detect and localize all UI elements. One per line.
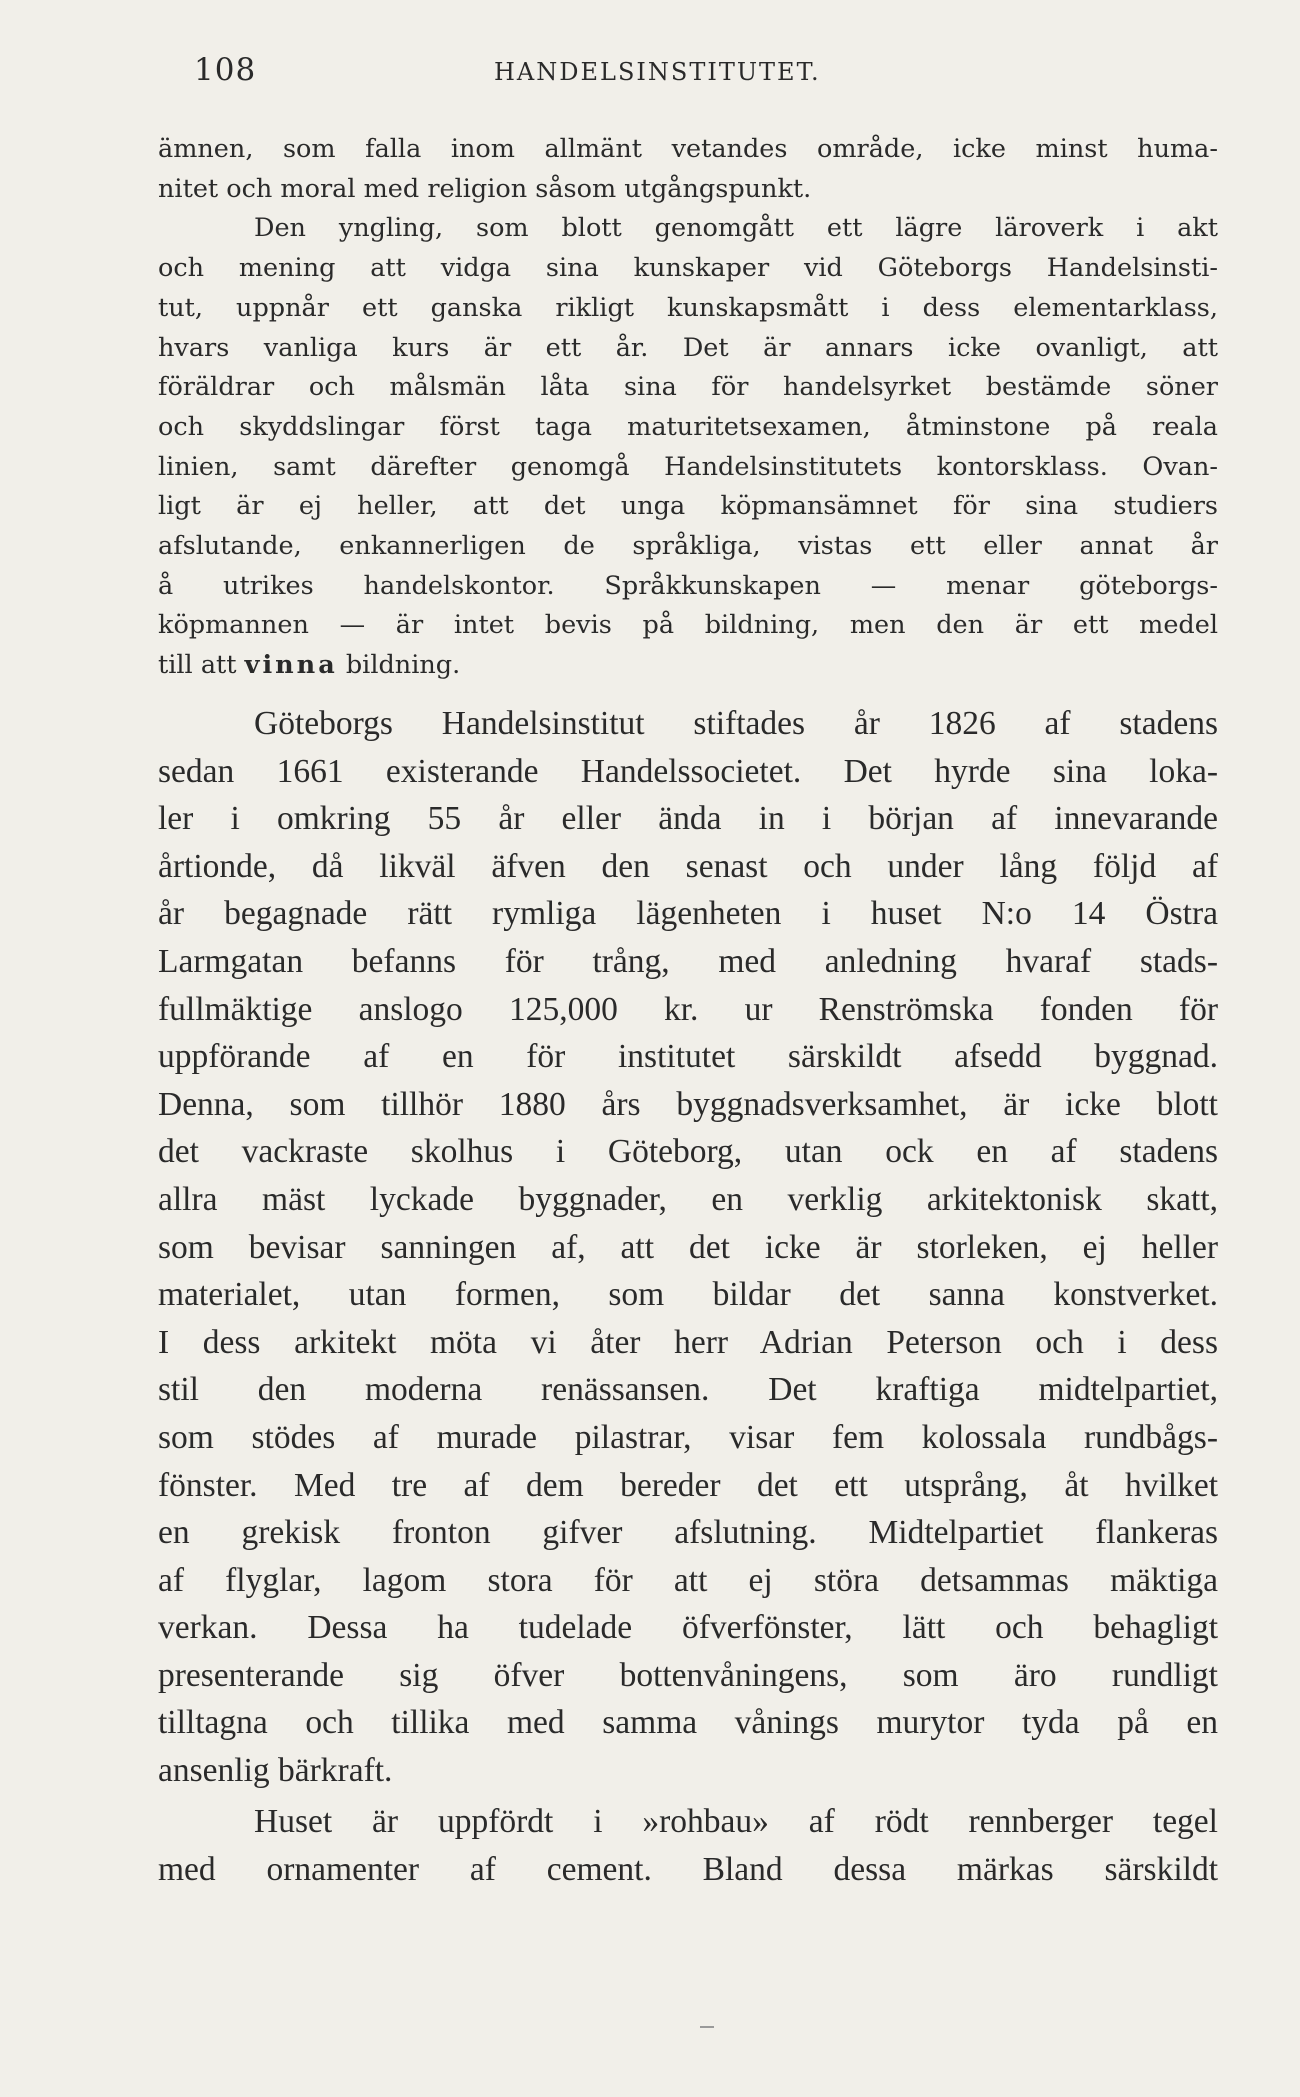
text-line: ligt är ej heller, att det unga köpmansämnet för sina studiers <box>158 491 1218 522</box>
text-line: en grekisk fronton gifver afslutning. Midtelpartiet flankeras <box>158 1514 1218 1552</box>
text-line: allra mäst lyckade byggnader, en verklig arkitektonisk skatt, <box>158 1180 1218 1218</box>
text-fragment: till att <box>158 650 245 681</box>
text-line: stil den moderna renässansen. Det kraftiga midtelpartiet, <box>158 1371 1218 1409</box>
text-line: årtionde, då likväl äfven den senast och under lång följd af <box>158 847 1218 885</box>
text-line: Huset är uppfördt i »rohbau» af rödt rennberger tegel <box>254 1803 1218 1840</box>
text-line: hvars vanliga kurs är ett år. Det är annars icke ovanligt, att <box>158 332 1218 363</box>
text-line: afslutande, enkannerligen de språkliga, vistas ett eller annat år <box>158 531 1218 562</box>
text-line: ler i omkring 55 år eller ända in i början af innevarande <box>158 800 1218 838</box>
print-mark <box>700 2026 714 2028</box>
text-line: materialet, utan formen, som bildar det sanna konstverket. <box>158 1276 1218 1314</box>
text-line: år begagnade rätt rymliga lägenheten i huset N:o 14 Östra <box>158 895 1218 933</box>
text-line: och mening att vidga sina kunskaper vid Göteborgs Handelsinsti- <box>158 253 1218 284</box>
text-line: verkan. Dessa ha tudelade öfverfönster, lätt och behagligt <box>158 1609 1218 1647</box>
page-number: 108 <box>194 52 257 88</box>
text-line: som stödes af murade pilastrar, visar fem kolossala rundbågs- <box>158 1418 1218 1456</box>
text-line: köpmannen — är intet bevis på bildning, men den är ett medel <box>158 610 1218 641</box>
text-line: Göteborgs Handelsinstitut stiftades år 1826 af stadens <box>254 705 1218 742</box>
paragraph-main <box>158 700 1218 1795</box>
text-line: Larmgatan befanns för trång, med anledning hvaraf stads- <box>158 942 1218 980</box>
text-line: fullmäktige anslogo 125,000 kr. ur Renströmska fonden för <box>158 990 1218 1028</box>
text-line: tilltagna och tillika med samma vånings murytor tyda på en <box>158 1704 1218 1742</box>
text-line: fönster. Med tre af dem bereder det ett utsprång, åt hvilket <box>158 1466 1218 1504</box>
text-line: ansenlig bärkraft. <box>158 1752 393 1790</box>
text-line: I dess arkitekt möta vi åter herr Adrian Peterson och i dess <box>158 1323 1218 1361</box>
running-title: HANDELSINSTITUTET. <box>494 58 821 86</box>
text-line: å utrikes handelskontor. Språkkunskapen — menar göteborgs- <box>158 570 1218 601</box>
paragraph-closing <box>158 1798 1218 1893</box>
text-line: som bevisar sanningen af, att det icke är storleken, ej heller <box>158 1228 1218 1266</box>
text-line: med ornamenter af cement. Bland dessa märkas särskildt <box>158 1850 1218 1888</box>
text-line: Den yngling, som blott genomgått ett lägre läroverk i akt <box>254 213 1218 244</box>
text-line: och skyddslingar först taga maturitetsexamen, åtminstone på reala <box>158 411 1218 442</box>
text-line: linien, samt därefter genomgå Handelsinstitutets kontorsklass. Ovan- <box>158 451 1218 482</box>
text-line: ämnen, som falla inom allmänt vetandes område, icke minst huma- <box>158 134 1218 164</box>
text-fragment: bildning. <box>337 650 461 681</box>
text-line: sedan 1661 existerande Handelssocietet. Det hyrde sina loka- <box>158 752 1218 790</box>
paragraph-small-print <box>158 130 1218 686</box>
text-line: föräldrar och målsmän låta sina för handelsyrket bestämde söner <box>158 372 1218 403</box>
text-line: af flyglar, lagom stora för att ej störa detsammas mäktiga <box>158 1561 1218 1599</box>
emphasized-word: vinna <box>244 650 338 681</box>
text-line: det vackraste skolhus i Göteborg, utan ock en af stadens <box>158 1133 1218 1171</box>
text-line: Denna, som tillhör 1880 års byggnadsverksamhet, är icke blott <box>158 1085 1218 1123</box>
text-line: nitet och moral med religion såsom utgångspunkt. <box>158 173 812 204</box>
page-header <box>158 52 1218 102</box>
text-line: tut, uppnår ett ganska rikligt kunskapsmått i dess elementarklass, <box>158 292 1218 323</box>
text-line-final <box>158 646 1218 686</box>
text-line: uppförande af en för institutet särskildt afsedd byggnad. <box>158 1038 1218 1076</box>
text-line: presenterande sig öfver bottenvåningens, som äro rundligt <box>158 1656 1218 1694</box>
